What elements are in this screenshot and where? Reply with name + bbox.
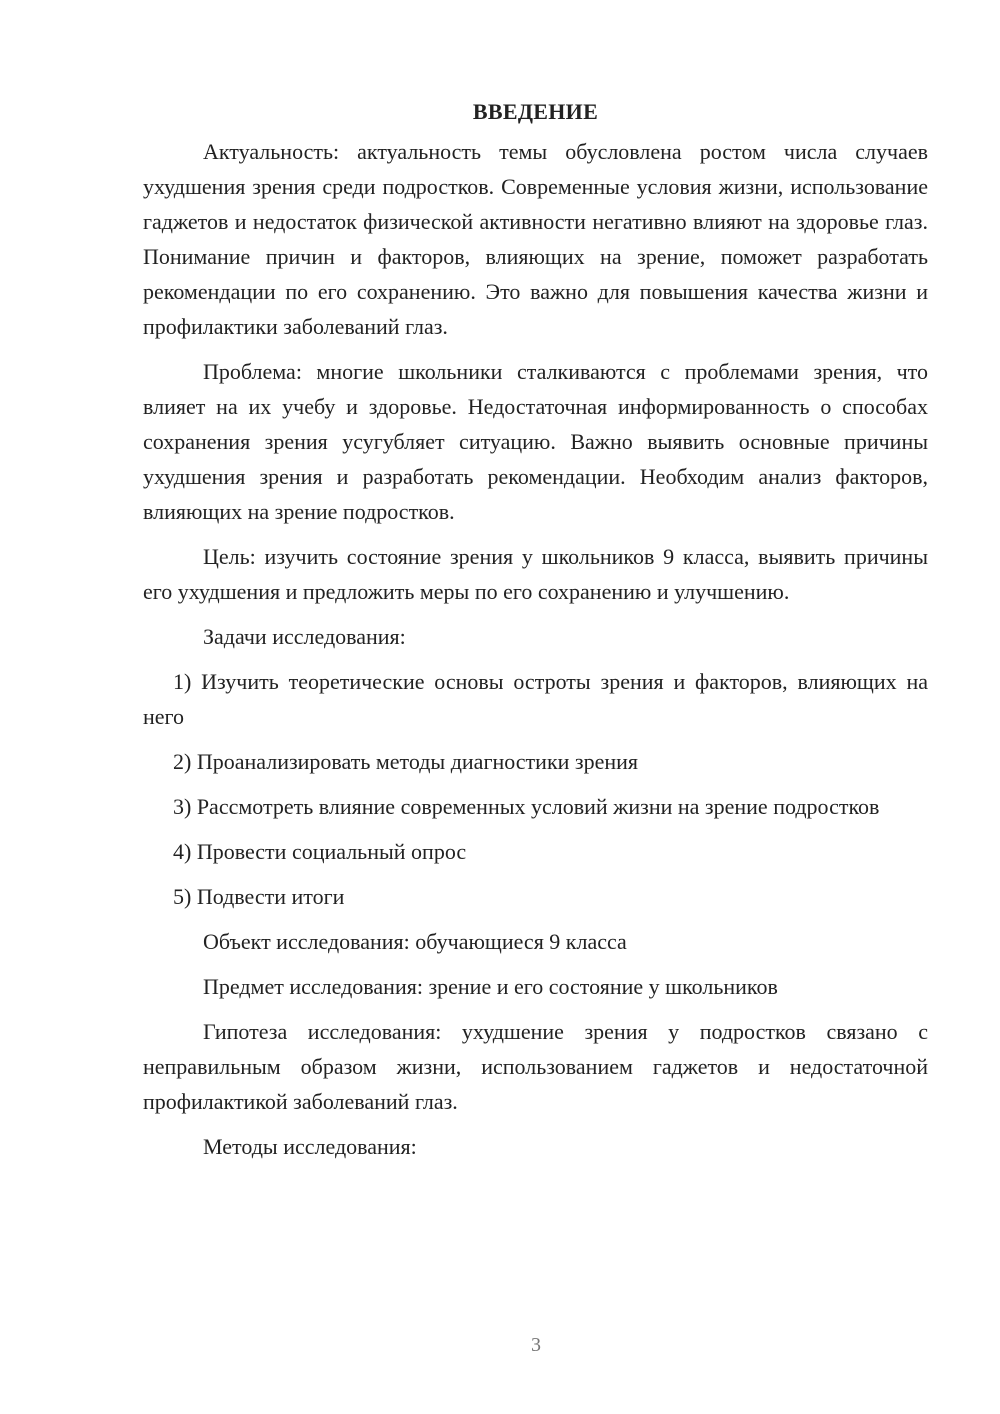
task-item-1: 1) Изучить теоретические основы остроты зрения и факторов, влияющих на него <box>143 669 928 729</box>
section-title: ВВЕДЕНИЕ <box>472 99 599 124</box>
problem-paragraph: Проблема: многие школьники сталкиваются с проблемами зрения, что влияет на их учебу и здоровье. Недостаточная информированность о способах сохранения зрения усугубляет ситуацию. Важно выявить основные причины ухудшения зрения и разработать рекомендации. Необходим анализ факторов, влияющих на зрение подростков. <box>143 359 928 524</box>
task-item-5: 5) Подвести итоги <box>173 884 345 909</box>
object-paragraph: Объект исследования: обучающиеся 9 класса <box>203 929 627 954</box>
hypothesis-paragraph: Гипотеза исследования: ухудшение зрения у подростков связано с неправильным образом жизни, использованием гаджетов и недостаточной профилактикой заболеваний глаз. <box>143 1019 928 1114</box>
goal-paragraph: Цель: изучить состояние зрения у школьников 9 класса, выявить причины его ухудшения и предложить меры по его сохранению и улучшению. <box>143 544 928 604</box>
methods-heading: Методы исследования: <box>203 1134 417 1159</box>
subject-paragraph: Предмет исследования: зрение и его состояние у школьников <box>203 974 778 999</box>
task-item-4: 4) Провести социальный опрос <box>173 839 467 864</box>
task-item-3: 3) Рассмотреть влияние современных условий жизни на зрение подростков <box>173 794 880 819</box>
page-number: 3 <box>531 1334 541 1356</box>
page-content <box>143 94 928 1174</box>
task-item-2: 2) Проанализировать методы диагностики зрения <box>173 749 639 774</box>
relevance-paragraph: Актуальность: актуальность темы обусловлена ростом числа случаев ухудшения зрения среди подростков. Современные условия жизни, использование гаджетов и недостаток физической активности негативно влияют на здоровье глаз. Понимание причин и факторов, влияющих на зрение, поможет разработать рекомендации по его сохранению. Это важно для повышения качества жизни и профилактики заболеваний глаз. <box>143 139 928 339</box>
tasks-heading: Задачи исследования: <box>203 624 406 649</box>
